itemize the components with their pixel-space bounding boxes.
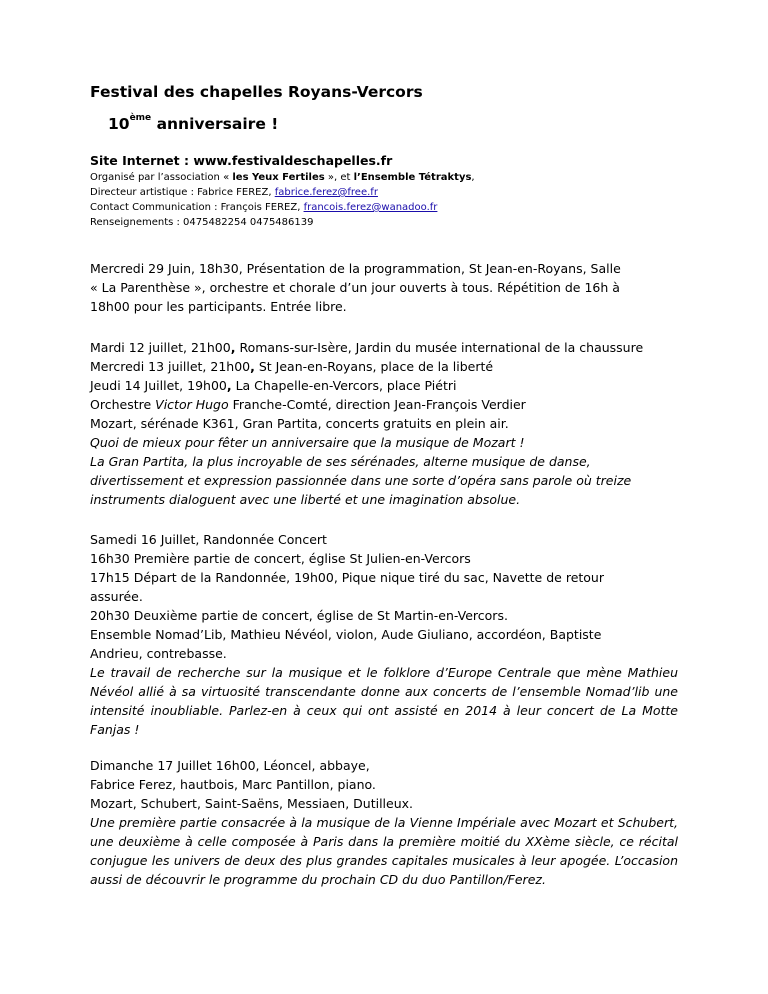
- text-line: 17h15 Départ de la Randonnée, 19h00, Pique nique tiré du sac, Navette de retour: [90, 570, 604, 585]
- description-line: La Gran Partita, la plus incroyable de ses sérénades, alterne musique de danse,: [90, 454, 591, 469]
- text-line: 16h30 Première partie de concert, église St Julien-en-Vercors: [90, 551, 471, 566]
- organizer-mid: », et: [324, 172, 354, 183]
- date-text: Mardi 12 juillet, 21h00: [90, 340, 231, 355]
- date-text: Mercredi 13 juillet, 21h00: [90, 359, 251, 374]
- anniversary-suffix: ème: [129, 113, 152, 123]
- event-presentation: [90, 259, 690, 316]
- description-paragraph: Le travail de recherche sur la musique et le folklore d’Europe Centrale que mène Mathieu Névéol allié à sa virtuosité transcendante donne aux concerts de l’ensemble Nomad’lib une intensité inoubliable. Parlez-en à ceux qui ont assisté en 2014 à leur concert de La Motte Fanjas !: [90, 665, 678, 737]
- text-line: Samedi 16 Juillet, Randonnée Concert: [90, 532, 327, 547]
- venue-text: St Jean-en-Royans, place de la liberté: [254, 359, 494, 374]
- text-line: assurée.: [90, 589, 143, 604]
- director-line: [90, 185, 378, 201]
- date-line: [90, 357, 690, 376]
- comma: ,: [226, 378, 232, 393]
- text-line: « La Parenthèse », orchestre et chorale d’un jour ouverts à tous. Répétition de 16h à: [90, 280, 620, 295]
- contact-label: Contact Communication : François FEREZ,: [90, 202, 304, 213]
- director-email-link[interactable]: fabrice.ferez@free.fr: [274, 187, 378, 198]
- date-text: Jeudi 14 Juillet, 19h00: [90, 378, 227, 393]
- orchestra-line: [90, 395, 690, 414]
- anniversary-number: 10: [108, 115, 130, 133]
- event-randonnee: [90, 530, 690, 739]
- description-line: Quoi de mieux pour fêter un anniversaire que la musique de Mozart !: [90, 435, 525, 450]
- organizer-line: [90, 170, 475, 186]
- event-gran-partita: [90, 338, 690, 509]
- page-title: Festival des chapelles Royans-Vercors: [90, 83, 423, 101]
- phone-line: Renseignements : 0475482254 0475486139: [90, 217, 314, 228]
- page-subtitle: [108, 113, 278, 133]
- text-line: 18h00 pour les participants. Entrée libre.: [90, 299, 347, 314]
- text-line: Mozart, Schubert, Saint-Saëns, Messiaen, Dutilleux.: [90, 796, 414, 811]
- venue-text: Romans-sur-Isère, Jardin du musée international de la chaussure: [235, 340, 644, 355]
- text-line: 20h30 Deuxième partie de concert, église de St Martin-en-Vercors.: [90, 608, 508, 623]
- description-line: divertissement et expression passionnée dans une sorte d’opéra sans parole où treize: [90, 473, 632, 488]
- date-line: [90, 338, 690, 357]
- contact-email-link[interactable]: francois.ferez@wanadoo.fr: [303, 202, 438, 213]
- organizer-end: ,: [471, 172, 475, 183]
- text-line: Dimanche 17 Juillet 16h00, Léoncel, abbaye,: [90, 758, 370, 773]
- orchestra-suffix: Franche-Comté, direction Jean-François Verdier: [228, 397, 526, 412]
- text-line: Ensemble Nomad’Lib, Mathieu Névéol, violon, Aude Giuliano, accordéon, Baptiste: [90, 627, 602, 642]
- text-line: Mercredi 29 Juin, 18h30, Présentation de la programmation, St Jean-en-Royans, Salle: [90, 261, 621, 276]
- venue-text: La Chapelle-en-Vercors, place Piétri: [231, 378, 457, 393]
- program-line: Mozart, sérénade K361, Gran Partita, concerts gratuits en plein air.: [90, 416, 509, 431]
- description-paragraph: Une première partie consacrée à la musique de la Vienne Impériale avec Mozart et Schubert, une deuxième à celle composée à Paris dans la première moitié du XXème siècle, ce récital conjugue les univers de deux des plus grandes capitales musicales à leur apogée. L’occasion aussi de découvrir le programme du prochain CD du duo Pantillon/Ferez.: [90, 815, 678, 887]
- event-leoncel: [90, 756, 690, 889]
- website-label: Site Internet : www.festivaldeschapelles.fr: [90, 153, 393, 168]
- date-line: [90, 376, 690, 395]
- contact-line: [90, 200, 437, 216]
- association-name: les Yeux Fertiles: [232, 172, 325, 183]
- text-line: Andrieu, contrebasse.: [90, 646, 227, 661]
- organizer-prefix: Organisé par l’association «: [90, 172, 233, 183]
- anniversary-text: anniversaire !: [151, 115, 279, 133]
- comma: ,: [250, 359, 255, 374]
- orchestra-name: Victor Hugo: [155, 397, 229, 412]
- orchestra-prefix: Orchestre: [90, 397, 156, 412]
- description-line: instruments dialoguent avec une liberté et une imagination absolue.: [90, 492, 521, 507]
- ensemble-name: l’Ensemble Tétraktys: [353, 172, 472, 183]
- text-line: Fabrice Ferez, hautbois, Marc Pantillon, piano.: [90, 777, 376, 792]
- comma: ,: [230, 340, 236, 355]
- director-label: Directeur artistique : Fabrice FEREZ,: [90, 187, 275, 198]
